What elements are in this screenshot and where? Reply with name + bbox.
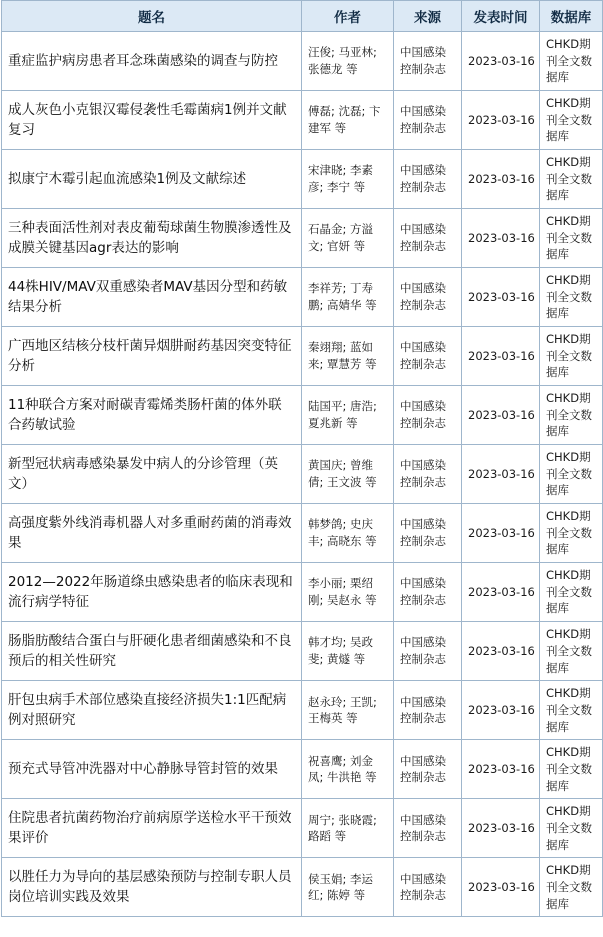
cell-author: 赵永玲; 王凯; 王梅英 等 <box>302 681 394 740</box>
table-row[interactable] <box>2 799 603 858</box>
column-header-date[interactable]: 发表时间 <box>462 1 540 32</box>
cell-database: CHKD期刊全文数据库 <box>540 681 603 740</box>
cell-database: CHKD期刊全文数据库 <box>540 504 603 563</box>
cell-title[interactable]: 预充式导管冲洗器对中心静脉导管封管的效果 <box>2 740 302 799</box>
cell-title[interactable]: 新型冠状病毒感染暴发中病人的分诊管理（英文） <box>2 445 302 504</box>
table-row[interactable] <box>2 681 603 740</box>
table-header-row <box>2 1 603 32</box>
cell-date: 2023-03-16 <box>462 327 540 386</box>
cell-date: 2023-03-16 <box>462 445 540 504</box>
cell-date: 2023-03-16 <box>462 563 540 622</box>
cell-source: 中国感染控制杂志 <box>394 386 462 445</box>
cell-source: 中国感染控制杂志 <box>394 563 462 622</box>
cell-source: 中国感染控制杂志 <box>394 150 462 209</box>
cell-date: 2023-03-16 <box>462 504 540 563</box>
cell-title[interactable]: 三种表面活性剂对表皮葡萄球菌生物膜渗透性及成膜关键基因agr表达的影响 <box>2 209 302 268</box>
cell-source: 中国感染控制杂志 <box>394 268 462 327</box>
cell-database: CHKD期刊全文数据库 <box>540 150 603 209</box>
cell-date: 2023-03-16 <box>462 386 540 445</box>
cell-source: 中国感染控制杂志 <box>394 622 462 681</box>
cell-database: CHKD期刊全文数据库 <box>540 91 603 150</box>
table-header <box>2 1 603 32</box>
cell-author: 傅磊; 沈磊; 卞建军 等 <box>302 91 394 150</box>
cell-database: CHKD期刊全文数据库 <box>540 386 603 445</box>
cell-title[interactable]: 肠脂肪酸结合蛋白与肝硬化患者细菌感染和不良预后的相关性研究 <box>2 622 302 681</box>
table-row[interactable] <box>2 504 603 563</box>
cell-date: 2023-03-16 <box>462 622 540 681</box>
cell-author: 陆国平; 唐浩; 夏兆新 等 <box>302 386 394 445</box>
table-row[interactable] <box>2 386 603 445</box>
cell-database: CHKD期刊全文数据库 <box>540 445 603 504</box>
cell-title[interactable]: 以胜任力为导向的基层感染预防与控制专职人员岗位培训实践及效果 <box>2 858 302 917</box>
cell-source: 中国感染控制杂志 <box>394 91 462 150</box>
cell-date: 2023-03-16 <box>462 268 540 327</box>
cell-database: CHKD期刊全文数据库 <box>540 858 603 917</box>
cell-author: 黄国庆; 曾维倩; 王文波 等 <box>302 445 394 504</box>
cell-date: 2023-03-16 <box>462 209 540 268</box>
cell-author: 侯玉娟; 李运红; 陈婷 等 <box>302 858 394 917</box>
cell-title[interactable]: 广西地区结核分枝杆菌异烟肼耐药基因突变特征分析 <box>2 327 302 386</box>
cell-author: 汪俊; 马亚林; 张德龙 等 <box>302 32 394 91</box>
cell-source: 中国感染控制杂志 <box>394 799 462 858</box>
search-results-table <box>1 0 603 917</box>
cell-title[interactable]: 成人灰色小克银汉霉侵袭性毛霉菌病1例并文献复习 <box>2 91 302 150</box>
table-row[interactable] <box>2 91 603 150</box>
cell-source: 中国感染控制杂志 <box>394 209 462 268</box>
column-header-source[interactable]: 来源 <box>394 1 462 32</box>
cell-date: 2023-03-16 <box>462 150 540 209</box>
cell-source: 中国感染控制杂志 <box>394 504 462 563</box>
cell-title[interactable]: 44株HIV/MAV双重感染者MAV基因分型和药敏结果分析 <box>2 268 302 327</box>
cell-author: 周宁; 张晓霞; 路蹈 等 <box>302 799 394 858</box>
cell-source: 中国感染控制杂志 <box>394 858 462 917</box>
column-header-author[interactable]: 作者 <box>302 1 394 32</box>
table-row[interactable] <box>2 563 603 622</box>
cell-title[interactable]: 肝包虫病手术部位感染直接经济损失1:1匹配病例对照研究 <box>2 681 302 740</box>
table-body <box>2 32 603 917</box>
cell-source: 中国感染控制杂志 <box>394 327 462 386</box>
cell-date: 2023-03-16 <box>462 32 540 91</box>
cell-database: CHKD期刊全文数据库 <box>540 563 603 622</box>
table-row[interactable] <box>2 150 603 209</box>
cell-date: 2023-03-16 <box>462 799 540 858</box>
cell-source: 中国感染控制杂志 <box>394 445 462 504</box>
cell-database: CHKD期刊全文数据库 <box>540 32 603 91</box>
cell-source: 中国感染控制杂志 <box>394 740 462 799</box>
cell-author: 石晶金; 方溢文; 官妍 等 <box>302 209 394 268</box>
cell-title[interactable]: 2012—2022年肠道绦虫感染患者的临床表现和流行病学特征 <box>2 563 302 622</box>
cell-database: CHKD期刊全文数据库 <box>540 268 603 327</box>
table-row[interactable] <box>2 858 603 917</box>
cell-date: 2023-03-16 <box>462 681 540 740</box>
cell-date: 2023-03-16 <box>462 740 540 799</box>
table-row[interactable] <box>2 622 603 681</box>
cell-date: 2023-03-16 <box>462 858 540 917</box>
cell-database: CHKD期刊全文数据库 <box>540 209 603 268</box>
cell-source: 中国感染控制杂志 <box>394 681 462 740</box>
cell-database: CHKD期刊全文数据库 <box>540 799 603 858</box>
table-row[interactable] <box>2 327 603 386</box>
cell-author: 祝喜鹰; 刘金凤; 牛洪艳 等 <box>302 740 394 799</box>
cell-title[interactable]: 11种联合方案对耐碳青霉烯类肠杆菌的体外联合药敏试验 <box>2 386 302 445</box>
cell-database: CHKD期刊全文数据库 <box>540 740 603 799</box>
cell-database: CHKD期刊全文数据库 <box>540 327 603 386</box>
table-row[interactable] <box>2 445 603 504</box>
cell-date: 2023-03-16 <box>462 91 540 150</box>
cell-author: 李祥芳; 丁寿鹏; 高婧华 等 <box>302 268 394 327</box>
cell-database: CHKD期刊全文数据库 <box>540 622 603 681</box>
column-header-database[interactable]: 数据库 <box>540 1 603 32</box>
cell-title[interactable]: 拟康宁木霉引起血流感染1例及文献综述 <box>2 150 302 209</box>
cell-author: 李小丽; 栗绍刚; 吴赵永 等 <box>302 563 394 622</box>
cell-title[interactable]: 住院患者抗菌药物治疗前病原学送检水平干预效果评价 <box>2 799 302 858</box>
cell-author: 韩梦鸽; 史庆丰; 高晓东 等 <box>302 504 394 563</box>
cell-author: 宋津晓; 李素彦; 李宁 等 <box>302 150 394 209</box>
column-header-title[interactable]: 题名 <box>2 1 302 32</box>
cell-author: 韩才均; 吴政斐; 黄燧 等 <box>302 622 394 681</box>
cell-source: 中国感染控制杂志 <box>394 32 462 91</box>
cell-title[interactable]: 重症监护病房患者耳念珠菌感染的调查与防控 <box>2 32 302 91</box>
table-row[interactable] <box>2 209 603 268</box>
cell-title[interactable]: 高强度紫外线消毒机器人对多重耐药菌的消毒效果 <box>2 504 302 563</box>
table-row[interactable] <box>2 740 603 799</box>
cell-author: 秦翊翔; 蓝如来; 覃慧芳 等 <box>302 327 394 386</box>
table-row[interactable] <box>2 32 603 91</box>
table-row[interactable] <box>2 268 603 327</box>
